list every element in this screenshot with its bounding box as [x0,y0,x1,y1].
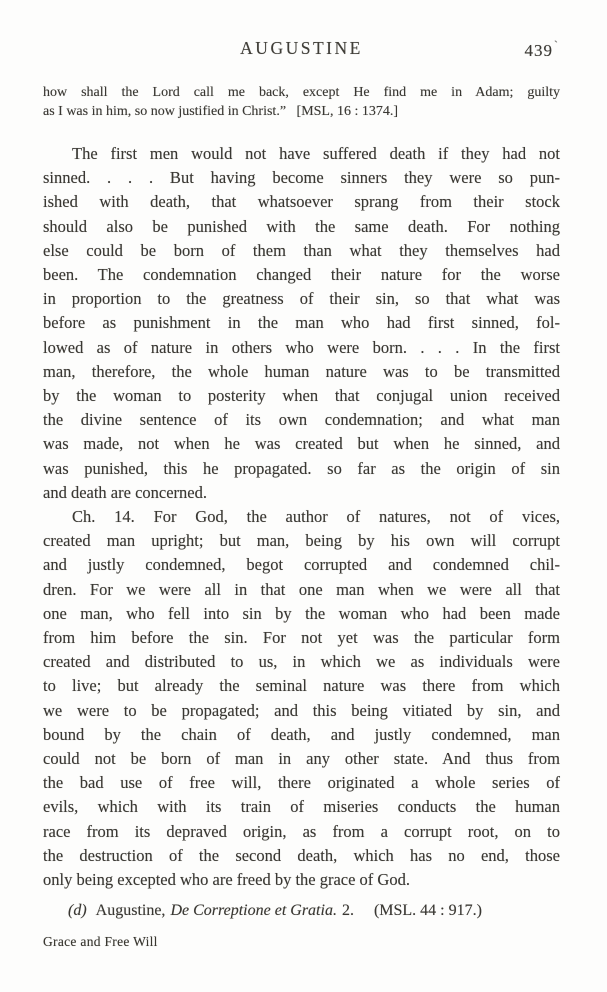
text-line: could not be born of man in any other state. And thus from [43,749,560,769]
text-line: evils, which with its train of miseries conducts the human [43,797,560,817]
paragraph-first-men [43,142,560,505]
quote-continuation-block [43,83,560,121]
text-line: how shall the Lord call me back, except He find me in Adam; guilty [43,85,560,100]
text-line: should also be punished with the same death. For nothing [43,216,560,236]
text-line: bound by the chain of death, and justly condemned, man [43,724,560,744]
text-line: the divine sentence of its own condemnation; and what man [43,410,560,430]
page-number [525,38,560,61]
text-line: was made, not when he was created but when he sinned, and [43,434,560,454]
text-line: only being excepted who are freed by the grace of God. [43,870,410,890]
text-line: Ch. 14. For God, the author of natures, not of vices, [72,507,560,527]
citation-reference: (MSL. 44 : 917.) [373,902,482,920]
main-text [43,142,560,892]
text-line: and justly condemned, begot corrupted and condemned chil- [43,555,560,575]
paragraph-ch-14 [43,505,560,892]
citation-item-label: (d) [68,902,87,920]
text-line: created man upright; but man, being by his own will corrupt [43,531,560,551]
text-line: from him before the sin. For not yet was the particular form [43,628,560,648]
text-line: else could be born of them than what they themselves had [43,240,560,260]
citation-author: Augustine, [95,902,166,920]
text-line: man, therefore, the whole human nature was to be transmitted [43,361,560,381]
text-line: lowed as of nature in others who were born. . . . In the first [43,337,560,357]
text-line: sinned. . . . But having become sinners they were so pun- [43,168,560,188]
page-number-stray-mark: ` [554,38,559,52]
text-line: we were to be propagated; and this being vitiated by sin, and [43,700,560,720]
citation-section-number: 2. [341,902,354,920]
page-header [43,38,560,58]
text-line: The first men would not have suffered death if they had not [72,144,560,163]
citation-work-title: De Correptione et Gratia. [170,902,337,920]
text-line: dren. For we were all in that one man when we were all that [43,579,560,599]
text-line: the bad use of free will, there originated a whole series of [43,773,560,793]
source-citation [43,900,560,921]
page-number-value: 439 [524,41,553,60]
text-line: race from its depraved origin, as from a corrupt root, on to [43,821,560,841]
text-line: one man, who fell into sin by the woman who had been made [43,603,560,623]
text-line: ished with death, that whatsoever sprang from their stock [43,192,560,212]
section-catchline: Grace and Free Will [43,934,158,950]
text-line: been. The condemnation changed their nature for the worse [43,265,560,285]
text-line: as I was in him, so now justified in Christ.” [MSL, 16 : 1374.] [43,104,399,119]
text-line: the destruction of the second death, which has no end, those [43,845,560,865]
running-head-title: AUGUSTINE [240,38,363,58]
text-line: created and distributed to us, in which we as individuals were [43,652,560,672]
text-line: was punished, this he propagated. so far as the origin of sin [43,458,560,478]
text-line: and death are concerned. [43,482,207,502]
text-line: before as punishment in the man who had first sinned, fol- [43,313,560,333]
text-line: to live; but already the seminal nature was there from which [43,676,560,696]
text-line: in proportion to the greatness of their sin, so that what was [43,289,560,309]
text-line: by the woman to posterity when that conjugal union received [43,386,560,406]
